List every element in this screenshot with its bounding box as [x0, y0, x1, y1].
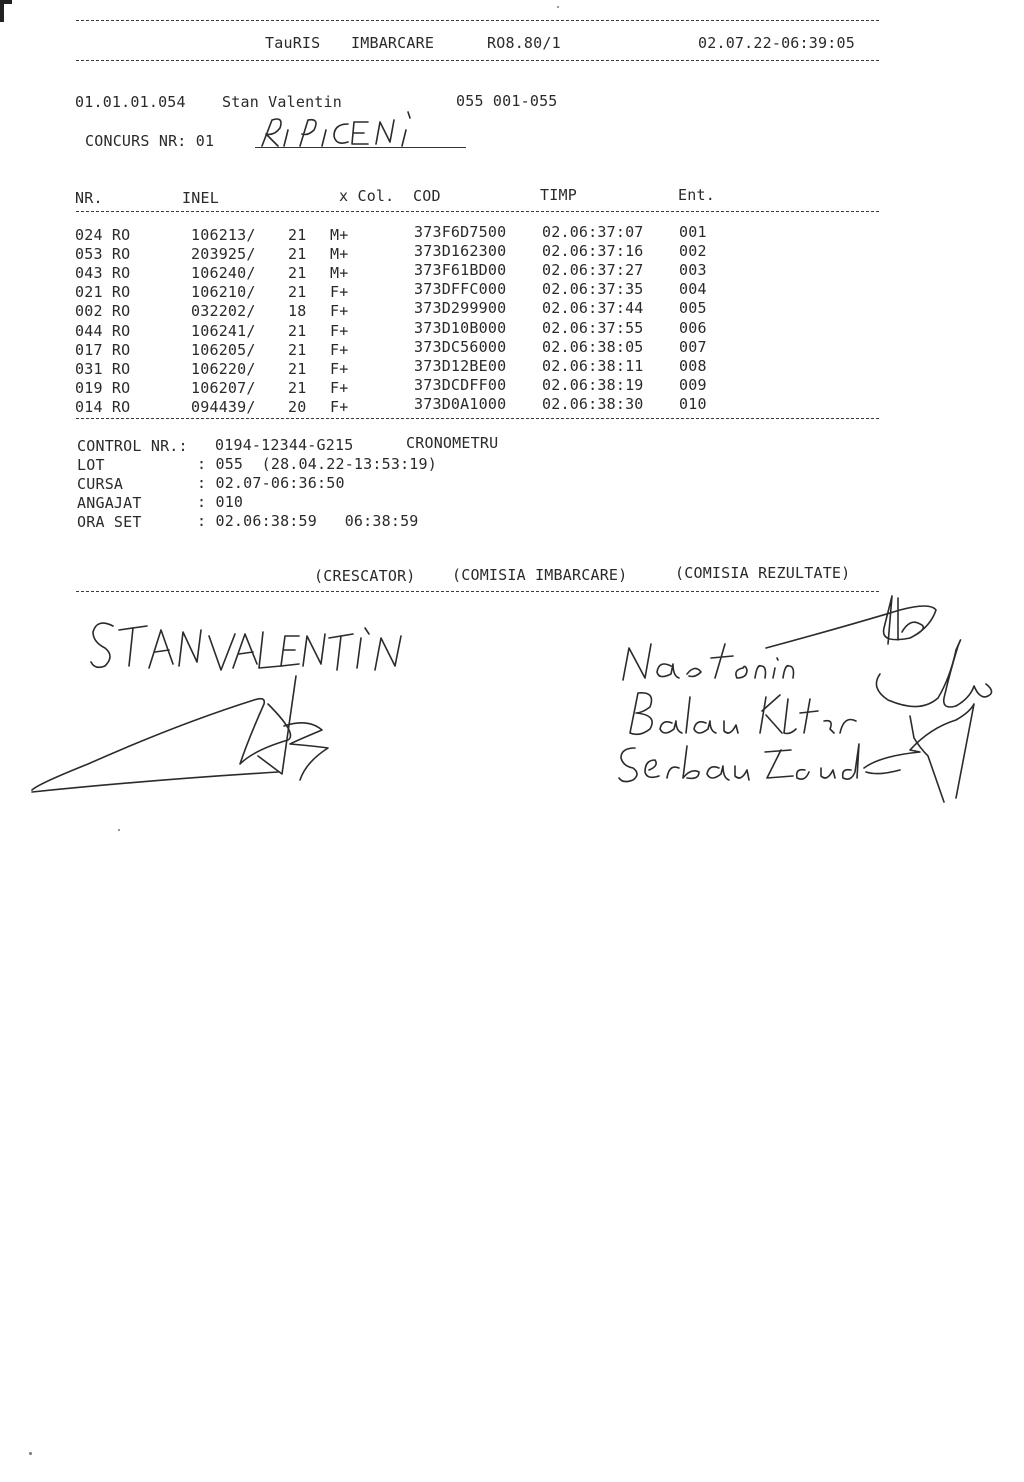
- header-rule: [76, 60, 879, 61]
- cell-nr: 021 RO: [75, 283, 131, 302]
- cell-code: 373D0A1000: [414, 394, 507, 413]
- fancier-name: Stan Valentin: [222, 93, 342, 111]
- cell-code: 373D10B000: [414, 318, 507, 337]
- cell-time: 02.06:38:19: [542, 375, 644, 394]
- cell-ring: 106210/: [191, 283, 256, 302]
- cell-code: 373DFFC000: [414, 280, 507, 299]
- cell-nr: 024 RO: [75, 226, 131, 244]
- cursa-label: CURSA: [77, 475, 124, 493]
- cell-year: 21: [288, 245, 307, 264]
- cell-ent: 003: [679, 261, 707, 280]
- cell-time: 02.06:38:30: [542, 394, 644, 413]
- control-device: CRONOMETRU: [406, 434, 499, 452]
- top-rule: [76, 20, 879, 21]
- cell-code: 373F6D7500: [414, 223, 507, 241]
- cell-sex: M+: [330, 226, 349, 244]
- cell-year: 20: [288, 397, 307, 416]
- cell-ent: 002: [679, 242, 707, 261]
- col-header-xcol: x Col.: [339, 187, 395, 205]
- table-bottom-rule: [76, 418, 879, 419]
- cursa-value: : 02.07-06:36:50: [197, 474, 345, 492]
- col-header-inel: INEL: [182, 189, 219, 207]
- cell-code: 373D162300: [414, 242, 507, 261]
- cell-nr: 043 RO: [75, 264, 131, 283]
- cell-ent: 005: [679, 299, 707, 318]
- cell-ring: 094439/: [191, 397, 256, 416]
- scan-speck: [29, 1452, 32, 1455]
- place-underline: [255, 147, 466, 148]
- header-datetime: 02.07.22-06:39:05: [698, 34, 855, 52]
- cell-time: 02.06:37:35: [542, 280, 644, 299]
- cell-code: 373D299900: [414, 299, 507, 318]
- col-header-nr: NR.: [75, 189, 103, 207]
- col-header-timp: TIMP: [540, 186, 577, 204]
- cell-sex: F+: [330, 321, 349, 340]
- cell-year: 21: [288, 264, 307, 283]
- cell-code: 373D12BE00: [414, 356, 507, 375]
- cell-ring: 106220/: [191, 359, 256, 378]
- cell-code: 373F61BD00: [414, 261, 507, 280]
- cell-time: 02.06:38:11: [542, 356, 644, 375]
- caption-comisia-imbarcare: (COMISIA IMBARCARE): [452, 566, 628, 584]
- cell-nr: 031 RO: [75, 359, 131, 378]
- header-version: RO8.80/1: [487, 34, 561, 52]
- cell-time: 02.06:38:05: [542, 337, 644, 356]
- lot-label: LOT: [77, 456, 105, 474]
- signature-rule: [76, 591, 879, 592]
- caption-comisia-rezultate: (COMISIA REZULTATE): [675, 564, 851, 582]
- cell-ent: 010: [679, 394, 707, 413]
- cell-nr: 019 RO: [75, 378, 131, 397]
- cell-ring: 203925/: [191, 245, 256, 264]
- header-mode: IMBARCARE: [351, 34, 435, 52]
- cell-ent: 008: [679, 356, 707, 375]
- cell-ring: 106205/: [191, 340, 256, 359]
- cell-nr: 017 RO: [75, 340, 131, 359]
- angajat-label: ANGAJAT: [77, 494, 142, 512]
- cell-code: 373DCDFF00: [414, 375, 507, 394]
- table-header-rule: [76, 211, 879, 212]
- lot-value: : 055 (28.04.22-13:53:19): [197, 455, 437, 473]
- fancier-range: 055 001-055: [456, 92, 558, 110]
- cell-ring: 106213/: [191, 226, 256, 244]
- scan-corner-mark: [0, 0, 12, 22]
- cell-year: 21: [288, 340, 307, 359]
- scan-speck: [118, 829, 120, 831]
- cell-year: 21: [288, 359, 307, 378]
- cell-sex: F+: [330, 340, 349, 359]
- cell-time: 02.06:37:55: [542, 318, 644, 337]
- cell-ent: 001: [679, 223, 707, 241]
- cell-ring: 106207/: [191, 378, 256, 397]
- cell-time: 02.06:37:27: [542, 261, 644, 280]
- cell-sex: F+: [330, 283, 349, 302]
- cell-ring: 106241/: [191, 321, 256, 340]
- cell-nr: 002 RO: [75, 302, 131, 321]
- oraset-value: : 02.06:38:59 06:38:59: [197, 512, 419, 530]
- oraset-label: ORA SET: [77, 513, 142, 531]
- cell-time: 02.06:37:16: [542, 242, 644, 261]
- cell-year: 21: [288, 378, 307, 397]
- cell-ent: 009: [679, 375, 707, 394]
- handwritten-breeder-name: [85, 608, 420, 678]
- cell-ring: 106240/: [191, 264, 256, 283]
- col-header-cod: COD: [413, 187, 441, 205]
- fancier-id: 01.01.01.054: [75, 93, 186, 111]
- cell-ent: 004: [679, 280, 707, 299]
- cell-year: 21: [288, 283, 307, 302]
- cell-ring: 032202/: [191, 302, 256, 321]
- cell-sex: F+: [330, 302, 349, 321]
- cell-sex: F+: [330, 378, 349, 397]
- cell-sex: M+: [330, 245, 349, 264]
- control-label: CONTROL NR.:: [77, 437, 188, 455]
- cell-nr: 014 RO: [75, 397, 131, 416]
- caption-crescator: (CRESCATOR): [314, 567, 416, 585]
- cell-year: 21: [288, 226, 307, 244]
- angajat-value: : 010: [197, 493, 244, 511]
- cell-time: 02.06:37:44: [542, 299, 644, 318]
- cell-time: 02.06:37:07: [542, 223, 644, 241]
- scan-speck: [557, 6, 559, 8]
- cell-ent: 006: [679, 318, 707, 337]
- control-value: 0194-12344-G215: [215, 436, 354, 454]
- cell-year: 18: [288, 302, 307, 321]
- col-header-ent: Ent.: [678, 186, 715, 204]
- header-system: TauRIS: [265, 34, 321, 52]
- cell-nr: 044 RO: [75, 321, 131, 340]
- cell-sex: M+: [330, 264, 349, 283]
- cell-code: 373DC56000: [414, 337, 507, 356]
- contest-label: CONCURS NR: 01: [85, 132, 215, 150]
- cell-sex: F+: [330, 359, 349, 378]
- commission-signatures: [760, 588, 1010, 813]
- cell-nr: 053 RO: [75, 245, 131, 264]
- breeder-signature: [28, 670, 338, 800]
- cell-ent: 007: [679, 337, 707, 356]
- cell-year: 21: [288, 321, 307, 340]
- cell-sex: F+: [330, 397, 349, 416]
